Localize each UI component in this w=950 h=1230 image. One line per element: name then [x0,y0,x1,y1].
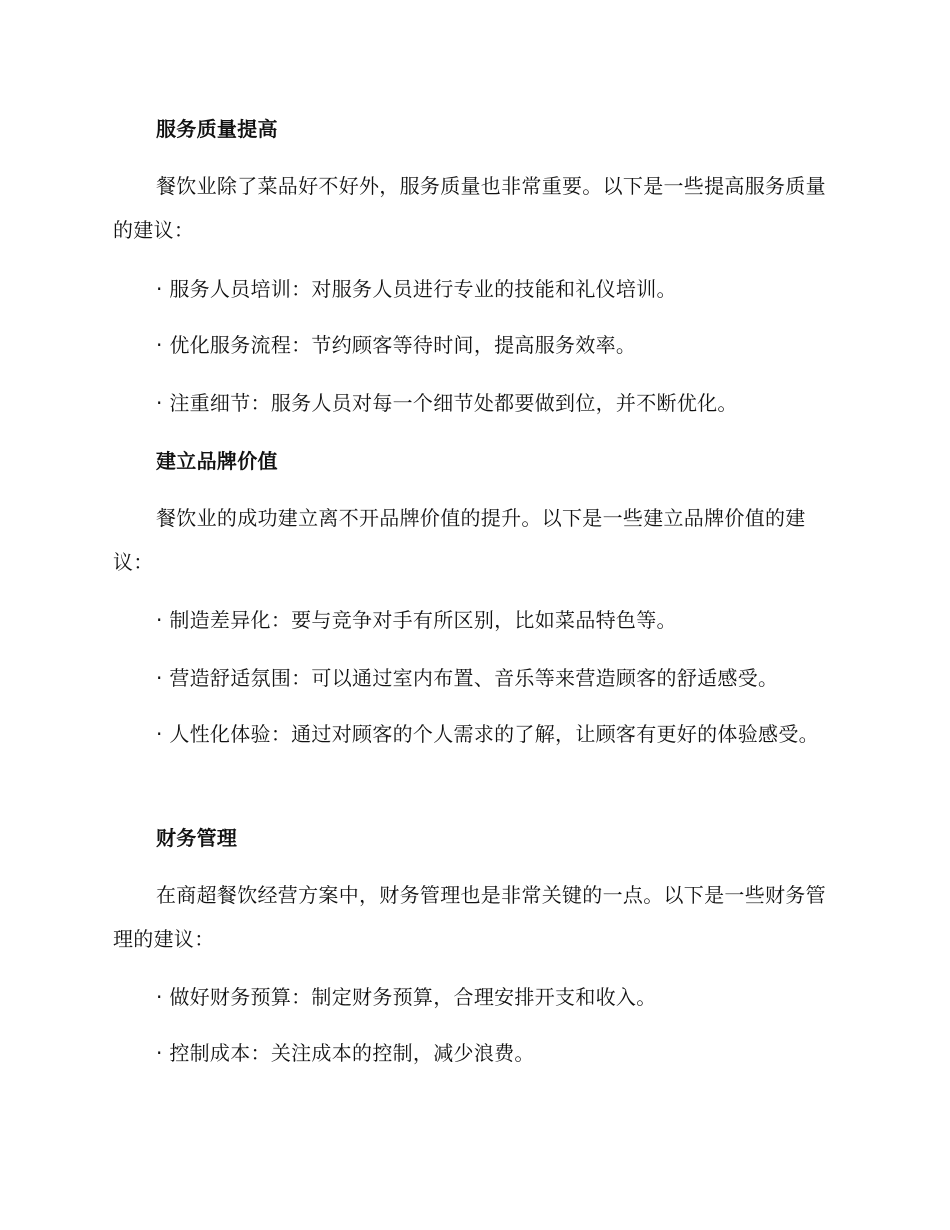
section-heading: 建立品牌价值 [156,449,278,473]
bullet-item: · 营造舒适氛围：可以通过室内布置、音乐等来营造顾客的舒适感受。 [156,666,779,690]
section-intro: 餐饮业除了菜品好不好外，服务质量也非常重要。以下是一些提高服务质量的建议： [113,174,826,242]
bullet-item: · 控制成本：关注成本的控制，减少浪费。 [156,1041,535,1065]
section-intro: 餐饮业的成功建立离不开品牌价值的提升。以下是一些建立品牌价值的建议： [113,506,806,574]
section-intro: 在商超餐饮经营方案中，财务管理也是非常关键的一点。以下是一些财务管理的建议： [113,883,826,951]
section-heading: 服务质量提高 [156,117,278,141]
bullet-item: · 做好财务预算：制定财务预算，合理安排开支和收入。 [156,985,657,1009]
bullet-item: · 人性化体验：通过对顾客的个人需求的了解，让顾客有更好的体验感受。 [156,722,819,746]
bullet-item: · 服务人员培训：对服务人员进行专业的技能和礼仪培训。 [156,277,677,301]
bullet-item: · 制造差异化：要与竞争对手有所区别，比如菜品特色等。 [156,608,677,632]
bullet-item: · 注重细节：服务人员对每一个细节处都要做到位，并不断优化。 [156,391,738,415]
section-heading: 财务管理 [156,826,238,850]
bullet-item: · 优化服务流程：节约顾客等待时间，提高服务效率。 [156,333,637,357]
